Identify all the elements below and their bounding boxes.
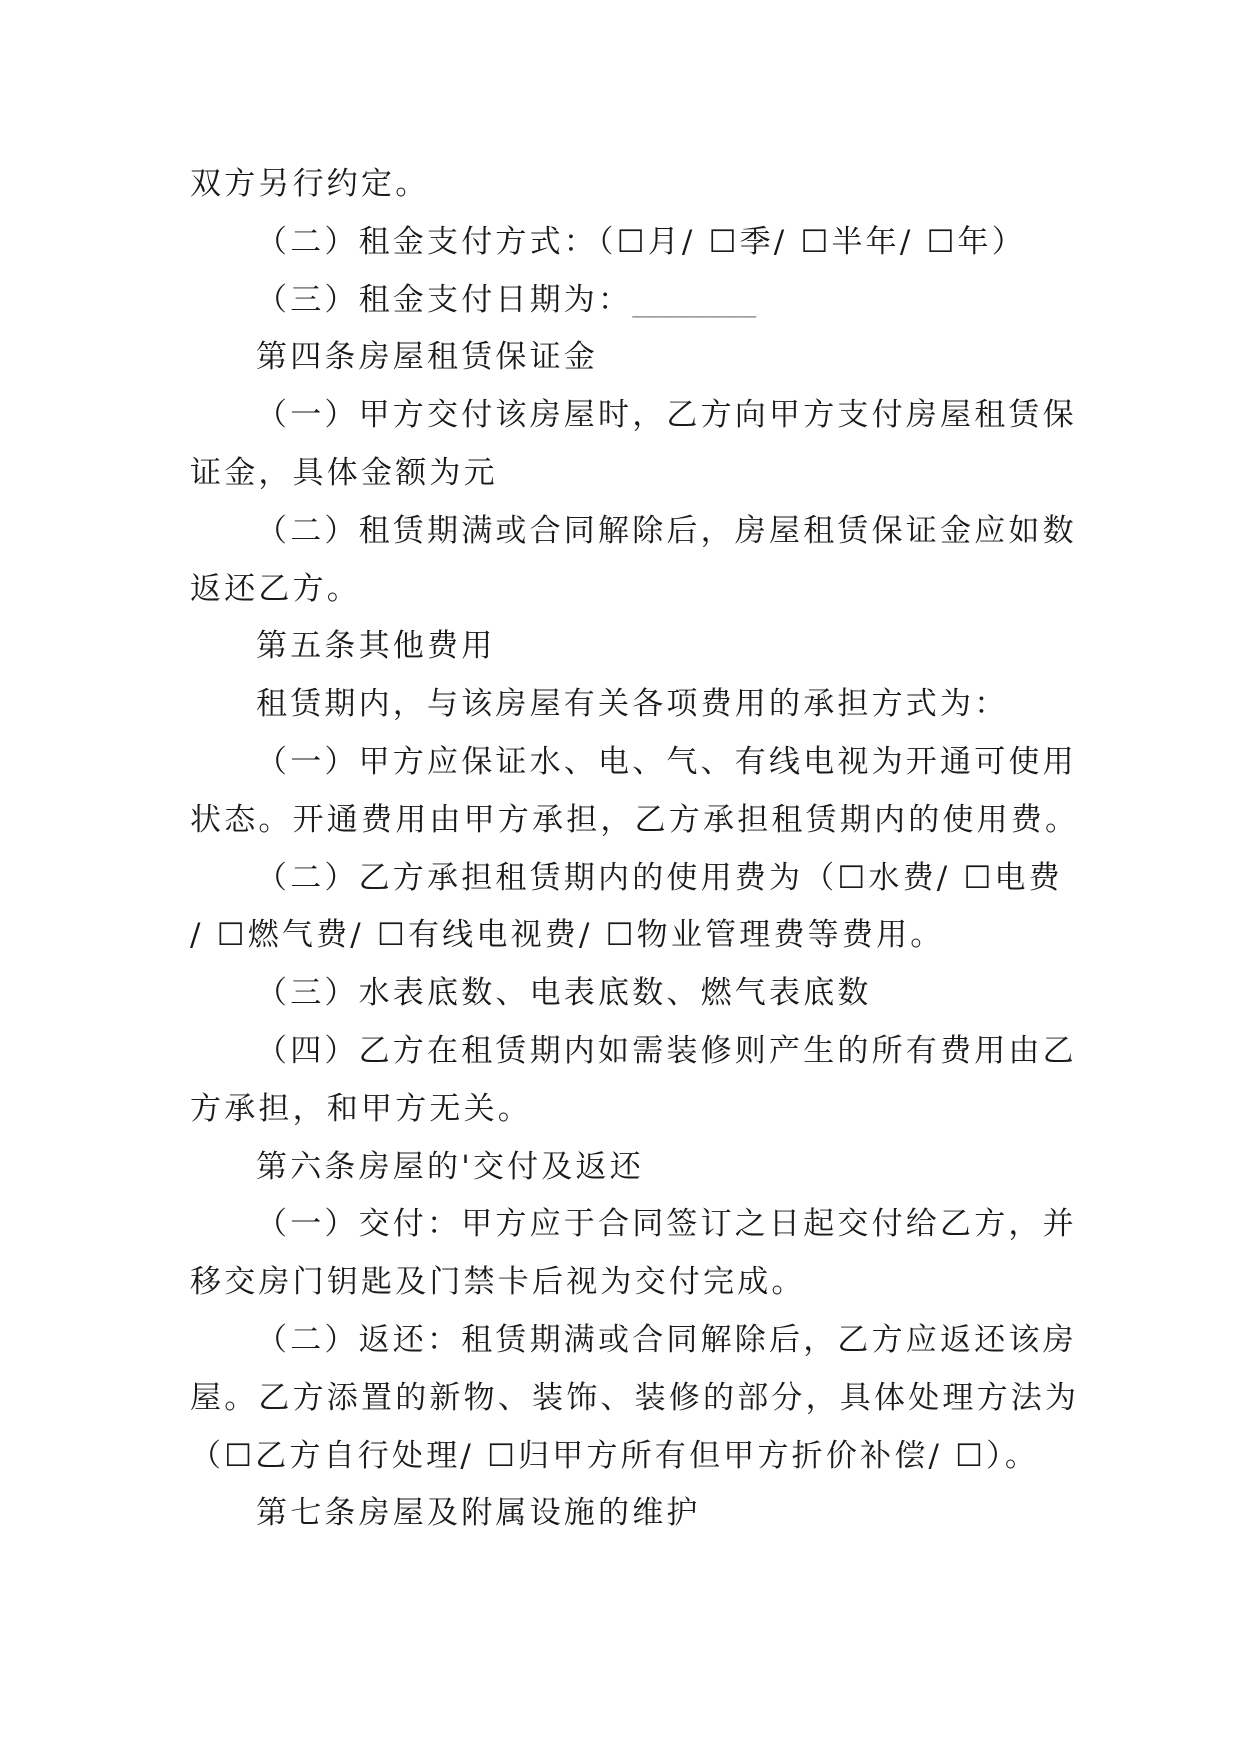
paragraph-line: （一）甲方应保证水、电、气、有线电视为开通可使用 <box>256 743 1077 780</box>
paragraph-line: （四）乙方在租赁期内如需装修则产生的所有费用由乙 <box>256 1032 1077 1069</box>
paragraph-line: （二）租赁期满或合同解除后，房屋租赁保证金应如数 <box>256 512 1077 549</box>
fill-in-blank: ________ <box>632 281 757 318</box>
section-heading: 第四条房屋租赁保证金 <box>256 339 598 376</box>
paragraph-line: （二）返还：租赁期满或合同解除后，乙方应返还该房 <box>256 1321 1077 1358</box>
paragraph-line: 双方另行约定。 <box>190 166 430 202</box>
paragraph-line: （一）甲方交付该房屋时，乙方向甲方支付房屋租赁保 <box>256 397 1077 434</box>
paragraph-line: （一）交付：甲方应于合同签订之日起交付给乙方，并 <box>256 1206 1077 1243</box>
paragraph-line: （二）乙方承担租赁期内的使用费为（☐水费/ ☐电费 <box>256 859 1063 896</box>
paragraph-line: 状态。开通费用由甲方承担，乙方承担租赁期内的使用费。 <box>190 801 1080 838</box>
section-heading: 第五条其他费用 <box>256 628 496 665</box>
paragraph-line: 证金，具体金额为元 <box>190 454 498 491</box>
paragraph-line: （三）水表底数、电表底数、燃气表底数 <box>256 975 872 1012</box>
document-body <box>190 156 1080 1543</box>
paragraph-line <box>190 272 1070 330</box>
paragraph-line: （二）租金支付方式：（☐月/ ☐季/ ☐半年/ ☐年） <box>256 223 1026 260</box>
paragraph-line: 方承担，和甲方无关。 <box>190 1090 532 1127</box>
paragraph-line: 返还乙方。 <box>190 570 361 607</box>
paragraph-line: 租赁期内，与该房屋有关各项费用的承担方式为： <box>256 686 1009 723</box>
paragraph-line: / ☐燃气费/ ☐有线电视费/ ☐物业管理费等费用。 <box>190 917 945 954</box>
section-heading: 第六条房屋的'交付及返还 <box>256 1148 644 1185</box>
paragraph-line: 屋。乙方添置的新物、装饰、装修的部分，具体处理方法为 <box>190 1379 1080 1416</box>
paragraph-line: （☐乙方自行处理/ ☐归甲方所有但甲方折价补偿/ ☐）。 <box>190 1437 1040 1474</box>
paragraph-line: 移交房门钥匙及门禁卡后视为交付完成。 <box>190 1264 806 1301</box>
line-text: （三）租金支付日期为： <box>256 281 633 318</box>
section-heading: 第七条房屋及附属设施的维护 <box>256 1495 701 1532</box>
